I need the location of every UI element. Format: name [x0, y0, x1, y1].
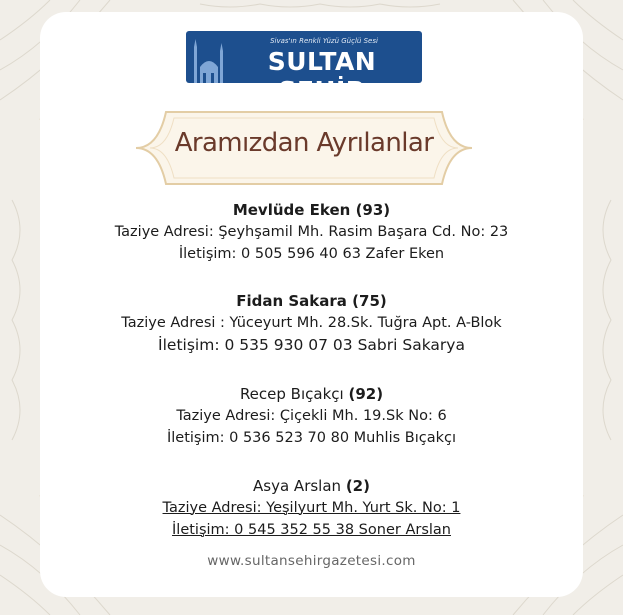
entry-name: Mevlüde Eken	[232, 201, 351, 219]
entry-name: Fidan Sakara	[236, 292, 347, 310]
entry-address: Taziye Adresi: Şeyhşamil Mh. Rasim Başara Cd. No: 23	[114, 224, 509, 240]
logo-name: SULTAN ŞEHİR	[267, 47, 377, 105]
entry-age: (2)	[345, 477, 370, 495]
page-title: Aramızdan Ayrılanlar	[174, 128, 434, 158]
entry-age: (75)	[352, 292, 387, 310]
mosque-skyline-icon	[190, 37, 230, 83]
website-url: www.sultansehirgazetesi.com	[207, 553, 416, 569]
entry-age: (93)	[355, 201, 391, 219]
entry-contact: İletişim: 0 536 523 70 80 Muhlis Bıçakçı	[166, 430, 456, 446]
entry-contact: İletişim: 0 545 352 55 38 Soner Arslan	[172, 522, 451, 538]
obituary-entry	[60, 290, 563, 356]
obituary-entry	[60, 383, 563, 449]
entry-address: Taziye Adresi: Yeşilyurt Mh. Yurt Sk. No: 1	[162, 500, 461, 516]
entry-name: Recep Bıçakçı	[239, 385, 344, 403]
entry-name-line	[60, 383, 563, 405]
newspaper-logo	[186, 31, 422, 105]
entry-name: Asya Arslan	[253, 477, 342, 495]
entry-address: Taziye Adresi: Çiçekli Mh. 19.Sk No: 6	[176, 408, 447, 424]
obituary-entry	[60, 475, 563, 541]
entry-name-line	[60, 290, 563, 312]
entry-contact: İletişim: 0 505 596 40 63 Zafer Eken	[178, 246, 445, 262]
entry-name-line	[60, 199, 563, 221]
entry-contact: İletişim: 0 535 930 07 03 Sabri Sakarya	[158, 336, 465, 354]
entry-address: Taziye Adresi : Yüceyurt Mh. 28.Sk. Tuğra Apt. A-Blok	[121, 315, 502, 331]
logo-tagline: Sivas'ın Renkli Yüzü Güçlü Sesi	[270, 37, 378, 45]
obituary-entry	[60, 199, 563, 265]
entry-name-line	[60, 475, 563, 497]
entry-age: (92)	[348, 385, 384, 403]
